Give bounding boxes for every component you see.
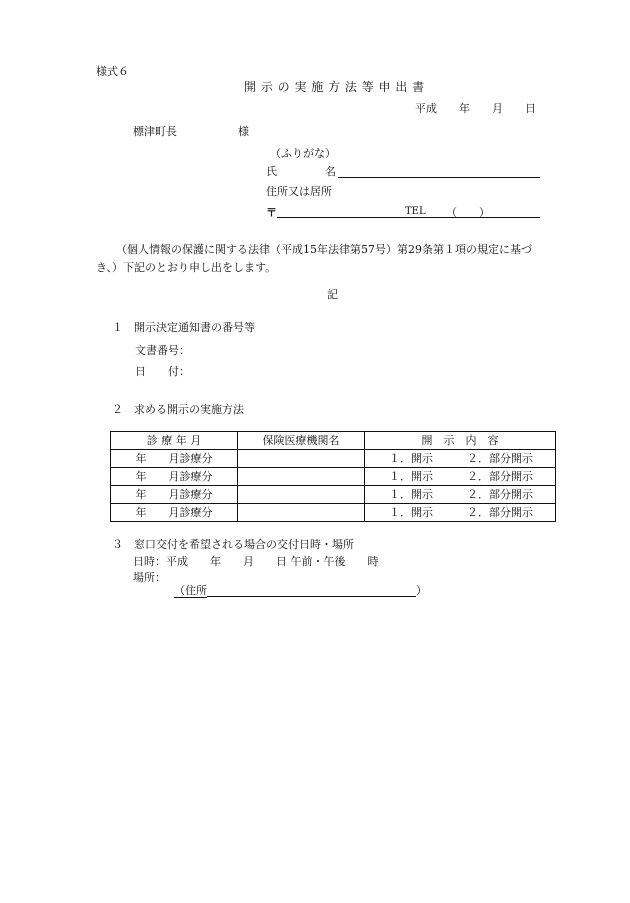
month-cell[interactable]: 年 月診療分 <box>111 450 238 468</box>
form-number: 様式６ <box>96 65 129 78</box>
institution-cell[interactable] <box>238 450 365 468</box>
option-partial-disclosure[interactable]: ２．部分開示 <box>467 505 533 519</box>
option-partial-disclosure[interactable]: ２．部分開示 <box>467 451 533 465</box>
tel-area-code: （ ） <box>446 206 490 219</box>
institution-cell[interactable] <box>238 486 365 504</box>
intro-line-2: き、）下記のとおり申し出をします。 <box>96 261 277 274</box>
header-content: 開 示 内 容 <box>365 432 556 450</box>
address-label: 住所又は居所 <box>266 185 332 198</box>
postal-mark: 〒 <box>266 206 277 219</box>
option-partial-disclosure[interactable]: ２．部分開示 <box>467 487 533 501</box>
table-header-row <box>111 432 556 450</box>
ki-heading: 記 <box>327 288 338 301</box>
pickup-address-close: ） <box>416 584 427 597</box>
pickup-address[interactable] <box>174 585 427 597</box>
table-row <box>111 486 556 504</box>
honorific: 様 <box>238 125 249 138</box>
content-cell <box>365 486 556 504</box>
notification-date-label: 日 付： <box>135 365 190 378</box>
name-label-2: 名 <box>325 165 336 178</box>
table-row <box>111 504 556 522</box>
month-cell[interactable]: 年 月診療分 <box>111 486 238 504</box>
document-number-label: 文書番号： <box>135 344 190 357</box>
month-cell[interactable]: 年 月診療分 <box>111 504 238 522</box>
pickup-address-line[interactable] <box>207 585 416 597</box>
section2-title: ２ 求める開示の実施方法 <box>112 403 244 416</box>
name-field-line[interactable] <box>338 177 540 178</box>
addressee: 標津町長 <box>133 125 177 138</box>
content-cell <box>365 468 556 486</box>
pickup-place-label: 場所： <box>133 571 166 584</box>
month-cell[interactable]: 年 月診療分 <box>111 468 238 486</box>
option-full-disclosure[interactable]: １．開示 <box>389 487 433 501</box>
option-full-disclosure[interactable]: １．開示 <box>389 469 433 483</box>
document-title: 開 示 の 実 施 方 法 等 申 出 書 <box>244 80 425 94</box>
section3-title: ３ 窓口交付を希望される場合の交付日時・場所 <box>112 538 354 551</box>
name-label-1: 氏 <box>266 165 277 178</box>
header-month: 診 療 年 月 <box>111 432 238 450</box>
pickup-address-open: （住所 <box>174 584 207 597</box>
section1-title: １ 開示決定通知書の番号等 <box>112 321 255 334</box>
institution-cell[interactable] <box>238 504 365 522</box>
intro-line-1: （個人情報の保護に関する法律（平成15年法律第57号）第29条第１項の規定に基づ <box>116 243 532 256</box>
content-cell <box>365 504 556 522</box>
option-full-disclosure[interactable]: １．開示 <box>389 451 433 465</box>
pickup-datetime[interactable]: 日時：平成 年 月 日 午前・午後 時 <box>133 555 379 568</box>
tel-label: TEL <box>405 206 426 217</box>
furigana-label: （ふりがな） <box>270 147 336 160</box>
option-full-disclosure[interactable]: １．開示 <box>389 505 433 519</box>
institution-cell[interactable] <box>238 468 365 486</box>
date-line: 平成 年 月 日 <box>415 102 536 115</box>
address-field-line[interactable] <box>277 217 540 218</box>
table-row <box>111 450 556 468</box>
content-cell <box>365 450 556 468</box>
option-partial-disclosure[interactable]: ２．部分開示 <box>467 469 533 483</box>
disclosure-method-table <box>110 431 556 522</box>
table-row <box>111 468 556 486</box>
header-institution: 保険医療機関名 <box>238 432 365 450</box>
